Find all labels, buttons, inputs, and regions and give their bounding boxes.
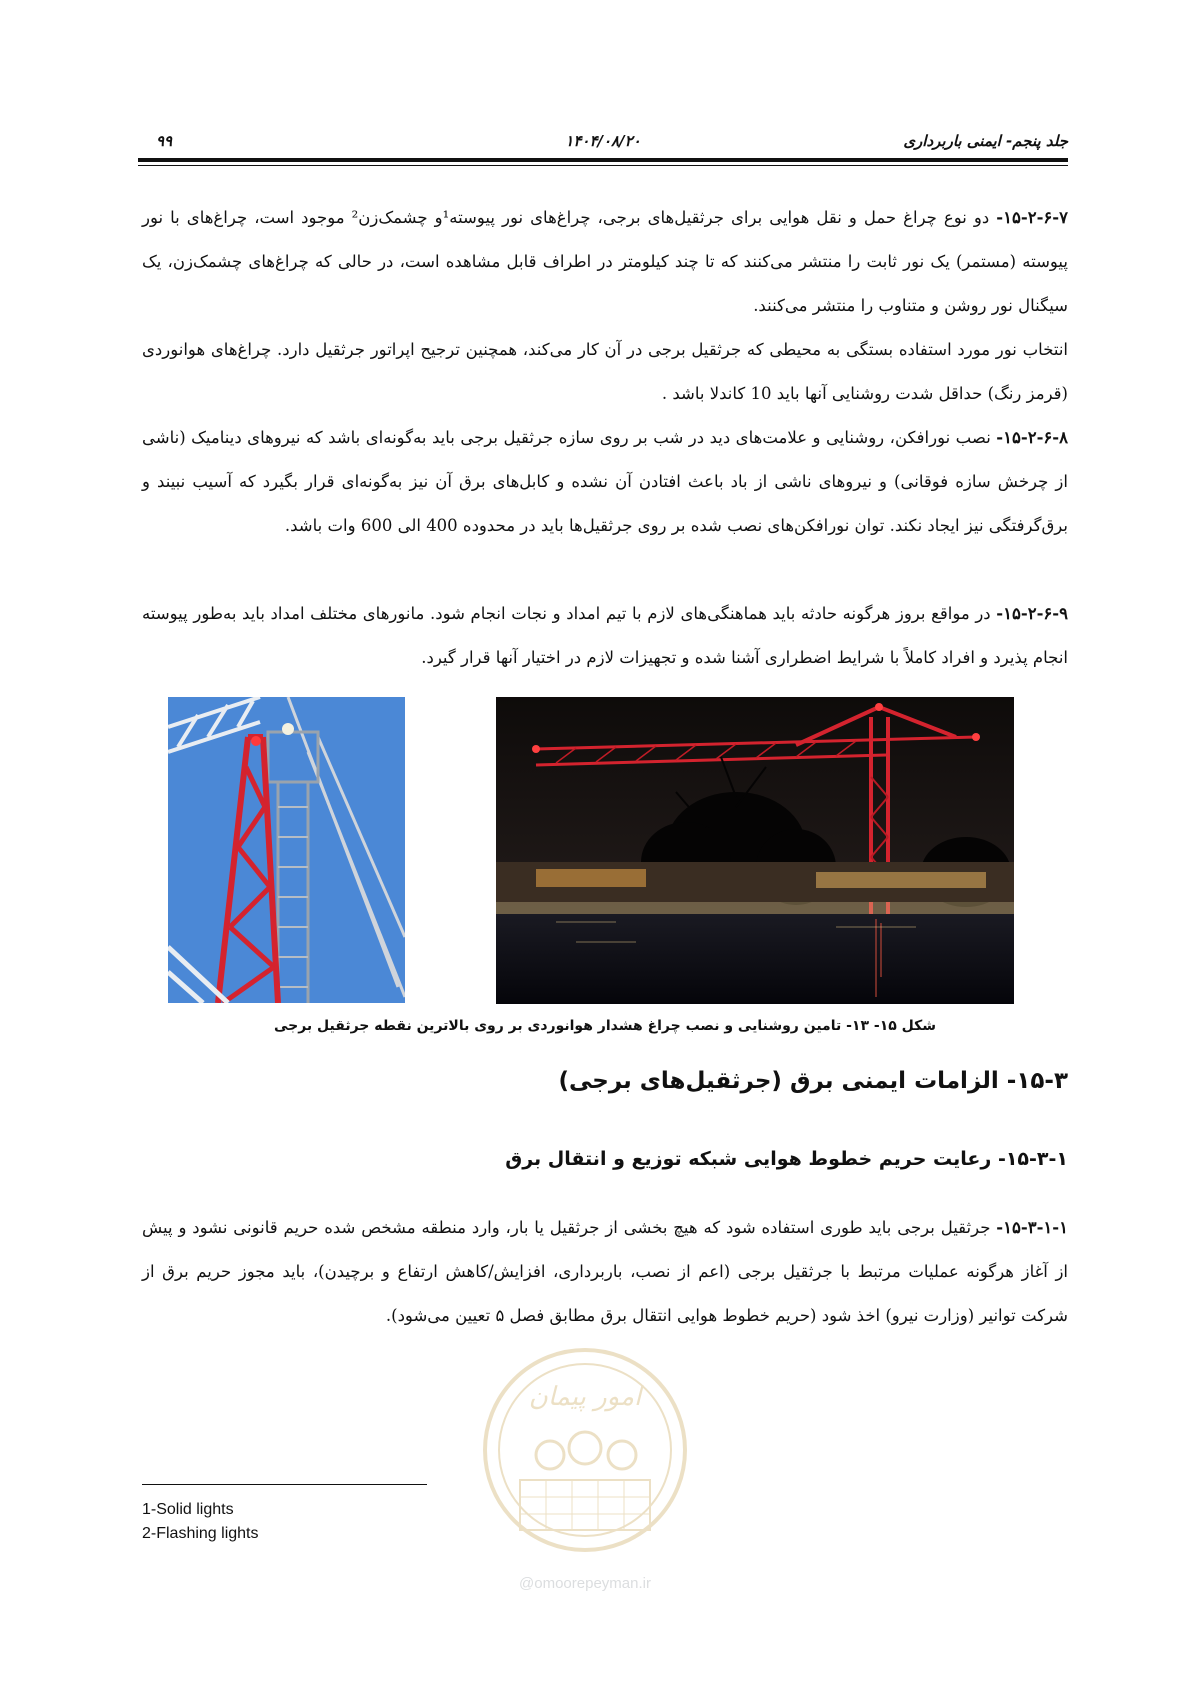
header-date: ۱۴۰۴/۰۸/۲۰	[565, 132, 641, 150]
book-title: جلد پنجم- ایمنی باربرداری	[903, 132, 1068, 150]
watermark-logo-text: امور پیمان	[528, 1382, 642, 1412]
crane-day-photo	[168, 697, 405, 1003]
paragraph-15-2-6-8	[142, 416, 1068, 548]
footnote-2: 2-Flashing lights	[142, 1525, 259, 1542]
paragraph-text: دو نوع چراغ حمل و نقل هوایی برای جرثقیل‌های برجی، چراغ‌های نور پیوسته¹و چشمک‌زن² موجود است، چراغ‌های با نور پیوسته (مستمر) یک نور ثابت را منتشر می‌کنند که تا چند کیلومتر در اطراف قابل مشاهده است، در حالی که چراغ‌های چشمک‌زن، یک سیگنال نور روشن و متناوب را منتشر می‌کنند.	[142, 208, 1068, 315]
footnote-1: 1-Solid lights	[142, 1501, 234, 1518]
page-header	[138, 128, 1068, 154]
subsection-heading: ۱۵-۳-۱- رعایت حریم خطوط هوایی شبکه توزیع و انتقال برق	[505, 1148, 1068, 1170]
paragraph-text: جرثقیل برجی باید طوری استفاده شود که هیچ بخشی از جرثقیل یا بار، وارد منطقه مشخص شده حریم قانونی نشود و پیش از آغاز هرگونه عملیات مرتبط با جرثقیل برجی (اعم از نصب، باربرداری، افزایش/کاهش ارتفاع و برچیدن)، باید مجوز حریم برق از شرکت توانیر (وزارت نیرو) اخذ شود (حریم خطوط هوایی انتقال برق مطابق فصل ۵ تعیین می‌شود).	[142, 1218, 1068, 1325]
paragraph-15-3-1-1	[142, 1206, 1068, 1338]
paragraph-15-2-6-9	[142, 592, 1068, 680]
clause-number: ۱۵-۳-۱-۱-	[996, 1218, 1068, 1237]
paragraph-text: نصب نورافکن، روشنایی و علامت‌های دید در شب بر روی سازه جرثقیل برجی باید به‌گونه‌ای باشد که نیروهای دینامیک (ناشی از چرخش سازه فوقانی) و نیروهای ناشی از باد باعث افتادن آن نشده و کابل‌های برق آن نیز به‌گونه‌ای قرار بگیرد که آسیب نبیند و برق‌گرفتگی نیز ایجاد نکند. توان نورافکن‌های نصب شده بر روی جرثقیل‌ها باید در محدوده 400 الی 600 وات باشد.	[142, 428, 1068, 535]
paragraph-15-2-6-7	[142, 196, 1068, 328]
paragraph-text: انتخاب نور مورد استفاده بستگی به محیطی که جرثقیل برجی در آن کار می‌کند، همچنین ترجیح اپراتور جرثقیل دارد. چراغ‌های هوانوردی (قرمز رنگ) حداقل شدت روشنایی آنها باید 10 کاندلا باشد .	[142, 340, 1068, 403]
header-rule-thick	[138, 158, 1068, 162]
footnote-rule	[142, 1484, 427, 1485]
paragraph-text: در مواقع بروز هرگونه حادثه باید هماهنگی‌های لازم با تیم امداد و نجات انجام شود. مانورهای مختلف امداد باید به‌طور پیوسته انجام پذیرد و افراد کاملاً با شرایط اضطراری آشنا شده و تجهیزات لازم در اختیار آنها قرار گیرد.	[142, 604, 1068, 667]
watermark-site: @omoorepeyman.ir	[519, 1575, 651, 1592]
figure-caption: شکل ۱۵- ۱۳- تامین روشنایی و نصب چراغ هشدار هوانوردی بر روی بالاترین نقطه جرثقیل برجی	[273, 1018, 937, 1034]
paragraph-selection	[142, 328, 1068, 416]
section-heading: ۱۵-۳- الزامات ایمنی برق (جرثقیل‌های برجی)	[558, 1068, 1068, 1094]
watermark-logo	[480, 1330, 690, 1600]
clause-number: ۱۵-۲-۶-۹-	[996, 604, 1068, 623]
page-number: ۹۹	[156, 132, 173, 150]
clause-number: ۱۵-۲-۶-۸-	[996, 428, 1068, 447]
clause-number: ۱۵-۲-۶-۷-	[996, 208, 1068, 227]
header-rule-thin	[138, 165, 1068, 166]
crane-night-photo	[496, 697, 1014, 1004]
